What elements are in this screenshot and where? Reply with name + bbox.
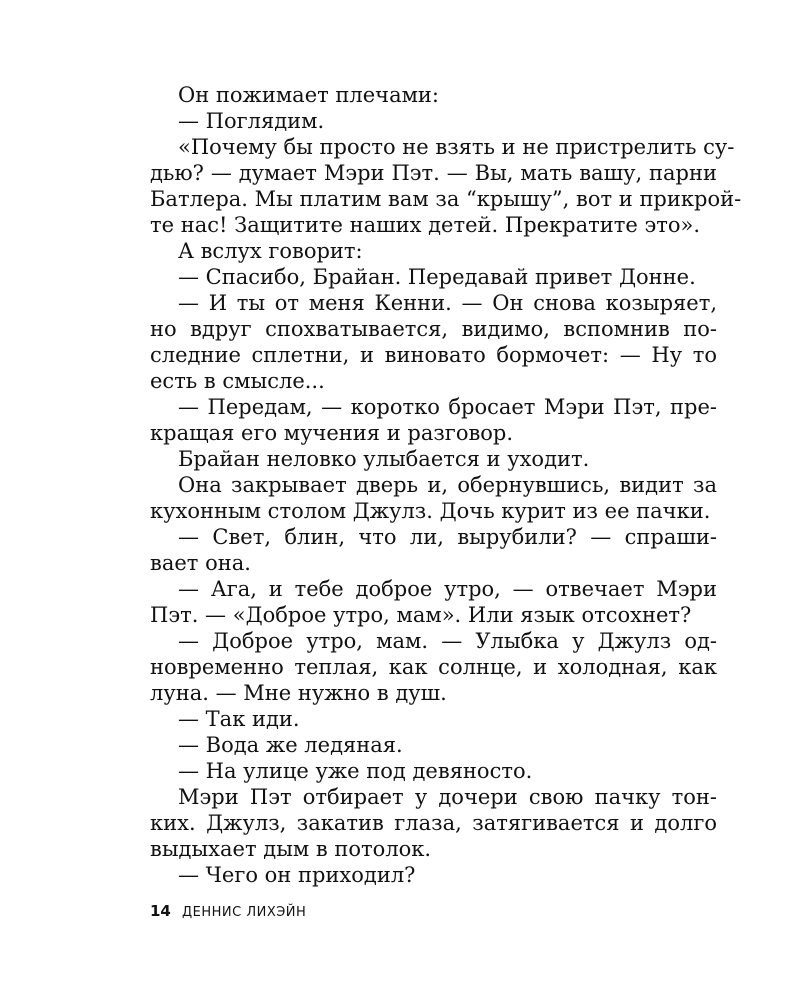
text-line: — На улице уже под девяносто. — [178, 759, 533, 783]
text-line: те нас! Защитите наших детей. Прекратите это». — [150, 213, 701, 237]
text-line: — Спасибо, Брайан. Передавай привет Донне. — [178, 265, 696, 289]
text-line: — Свет, блин, что ли, вырубили? — спраши- — [178, 525, 717, 549]
running-head-author: ДЕННИС ЛИХЭЙН — [181, 905, 307, 920]
text-line: А вслух говорит: — [178, 239, 363, 263]
body-text — [150, 82, 742, 888]
text-line: луна. — Мне нужно в душ. — [150, 681, 447, 705]
page-number: 14 — [150, 902, 171, 920]
text-line: Мэри Пэт отбирает у дочери свою пачку тон- — [178, 785, 717, 809]
text-line: но вдруг спохватывается, видимо, вспомнив по- — [150, 317, 717, 341]
text-line: Батлера. Мы платим вам за “крышу”, вот и прикрой- — [150, 187, 742, 211]
text-line: — Вода же ледяная. — [178, 733, 403, 757]
text-line: — Передам, — коротко бросает Мэри Пэт, пре- — [178, 395, 717, 419]
text-line: дью? — думает Мэри Пэт. — Вы, мать вашу, парни — [150, 161, 717, 185]
text-line: есть в смысле... — [150, 369, 325, 393]
text-line: — Поглядим. — [178, 109, 325, 133]
page-footer — [150, 901, 306, 920]
text-line: — Доброе утро, мам. — Улыбка у Джулз од- — [178, 629, 717, 653]
text-line: вает она. — [150, 551, 251, 575]
text-line: выдыхает дым в потолок. — [150, 837, 432, 861]
text-line: Пэт. — «Доброе утро, мам». Или язык отсохнет? — [150, 603, 692, 627]
text-line: — И ты от меня Кенни. — Он снова козыряет, — [178, 291, 717, 315]
text-line: Он пожимает плечами: — [178, 83, 439, 107]
text-line: Брайан неловко улыбается и уходит. — [178, 447, 590, 471]
text-line: следние сплетни, и виновато бормочет: — Ну то — [150, 343, 717, 367]
text-line: «Почему бы просто не взять и не пристрелить су- — [178, 135, 735, 159]
text-line: — Чего он приходил? — [178, 863, 416, 887]
text-line: — Так иди. — [178, 707, 300, 731]
text-line: кухонным столом Джулз. Дочь курит из ее пачки. — [150, 499, 711, 523]
text-line: Она закрывает дверь и, обернувшись, видит за — [178, 473, 717, 497]
text-line: кращая его мучения и разговор. — [150, 421, 514, 445]
text-line: — Ага, и тебе доброе утро, — отвечает Мэри — [178, 577, 717, 601]
text-line: новременно теплая, как солнце, и холодная, как — [150, 655, 717, 679]
text-line: ких. Джулз, закатив глаза, затягивается и долго — [150, 811, 717, 835]
